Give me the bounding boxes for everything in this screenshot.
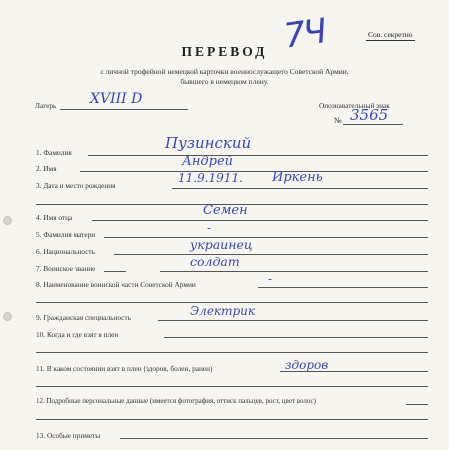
handwritten-archive-mark: 7Ч	[281, 11, 328, 57]
punch-hole	[3, 312, 12, 321]
field-10-line	[164, 337, 428, 338]
field-2-value: Андрей	[182, 154, 234, 169]
field-2-label: 2. Имя	[36, 164, 57, 173]
field-8-line-2	[36, 302, 428, 303]
field-3-label: 3. Дата и место рождения	[36, 181, 116, 190]
id-tag-label: Опознавательный знак	[319, 101, 390, 110]
field-11-value: здоров	[285, 358, 329, 372]
field-10-label: 10. Когда и где взят в плен	[36, 330, 119, 339]
field-13-label: 13. Особые приметы	[36, 431, 101, 440]
document-title: ПЕРЕВОД	[181, 44, 268, 59]
camp-line	[60, 109, 188, 110]
field-4-label: 4. Имя отца	[36, 213, 73, 222]
classification-stamp: Сов. секретно	[368, 30, 413, 39]
field-9-value: Электрик	[190, 304, 256, 318]
field-9-label: 9. Гражданская специальность	[36, 313, 131, 322]
field-6-line	[114, 254, 428, 255]
field-9-line	[158, 320, 428, 321]
field-3-line	[172, 188, 428, 189]
field-7-value: солдат	[190, 254, 240, 269]
camp-value: XVIII D	[90, 91, 143, 107]
id-tag-value: 3565	[350, 106, 389, 124]
id-tag-line	[343, 124, 403, 125]
field-12-label: 12. Подробные персональные данные (имеется фотография, оттиск пальцев, рост, цвет волос)	[36, 397, 316, 405]
field-7-label: 7. Воинское звание	[36, 264, 96, 273]
field-1-label: 1. Фамилия	[36, 148, 72, 157]
field-13-line	[120, 438, 428, 439]
field-2-line	[80, 171, 428, 172]
field-10-line-2	[36, 352, 428, 353]
field-11-line-2	[36, 386, 428, 387]
field-8-line	[258, 287, 428, 288]
subtitle-line-1: с личной трофейной немецкой карточки военнослужащего Советской Армии,	[100, 67, 349, 76]
field-4-line	[92, 220, 428, 221]
camp-label: Лагерь	[35, 101, 57, 110]
field-3-birth-place: Иркень	[272, 170, 323, 185]
field-5-line	[104, 237, 428, 238]
field-7-line-short	[104, 271, 126, 272]
field-6-value: украинец	[190, 237, 253, 252]
field-11-label: 11. В каком состоянии взят в плен (здоров, болен, ранен)	[36, 364, 213, 373]
field-1-value: Пузинский	[165, 134, 252, 152]
field-3-birth-date: 11.9.1911.	[178, 171, 243, 185]
id-tag-number-sign: №	[334, 116, 342, 125]
field-1-line	[88, 155, 428, 156]
field-8-label: 8. Наименование воинской части Советской Армии	[36, 280, 196, 289]
subtitle-line-2: бывшего в немецком плену.	[180, 77, 269, 86]
field-12-line	[406, 404, 428, 405]
field-6-label: 6. Национальность	[36, 247, 95, 256]
field-4-value: Семен	[203, 203, 248, 218]
field-5-value: -	[207, 221, 212, 235]
field-5-label: 5. Фамилия матери	[36, 230, 96, 239]
field-12-line-2	[36, 419, 428, 420]
punch-hole	[3, 216, 12, 225]
document-subtitle	[0, 67, 449, 87]
field-7-line	[160, 271, 428, 272]
field-8-value: -	[268, 272, 273, 286]
